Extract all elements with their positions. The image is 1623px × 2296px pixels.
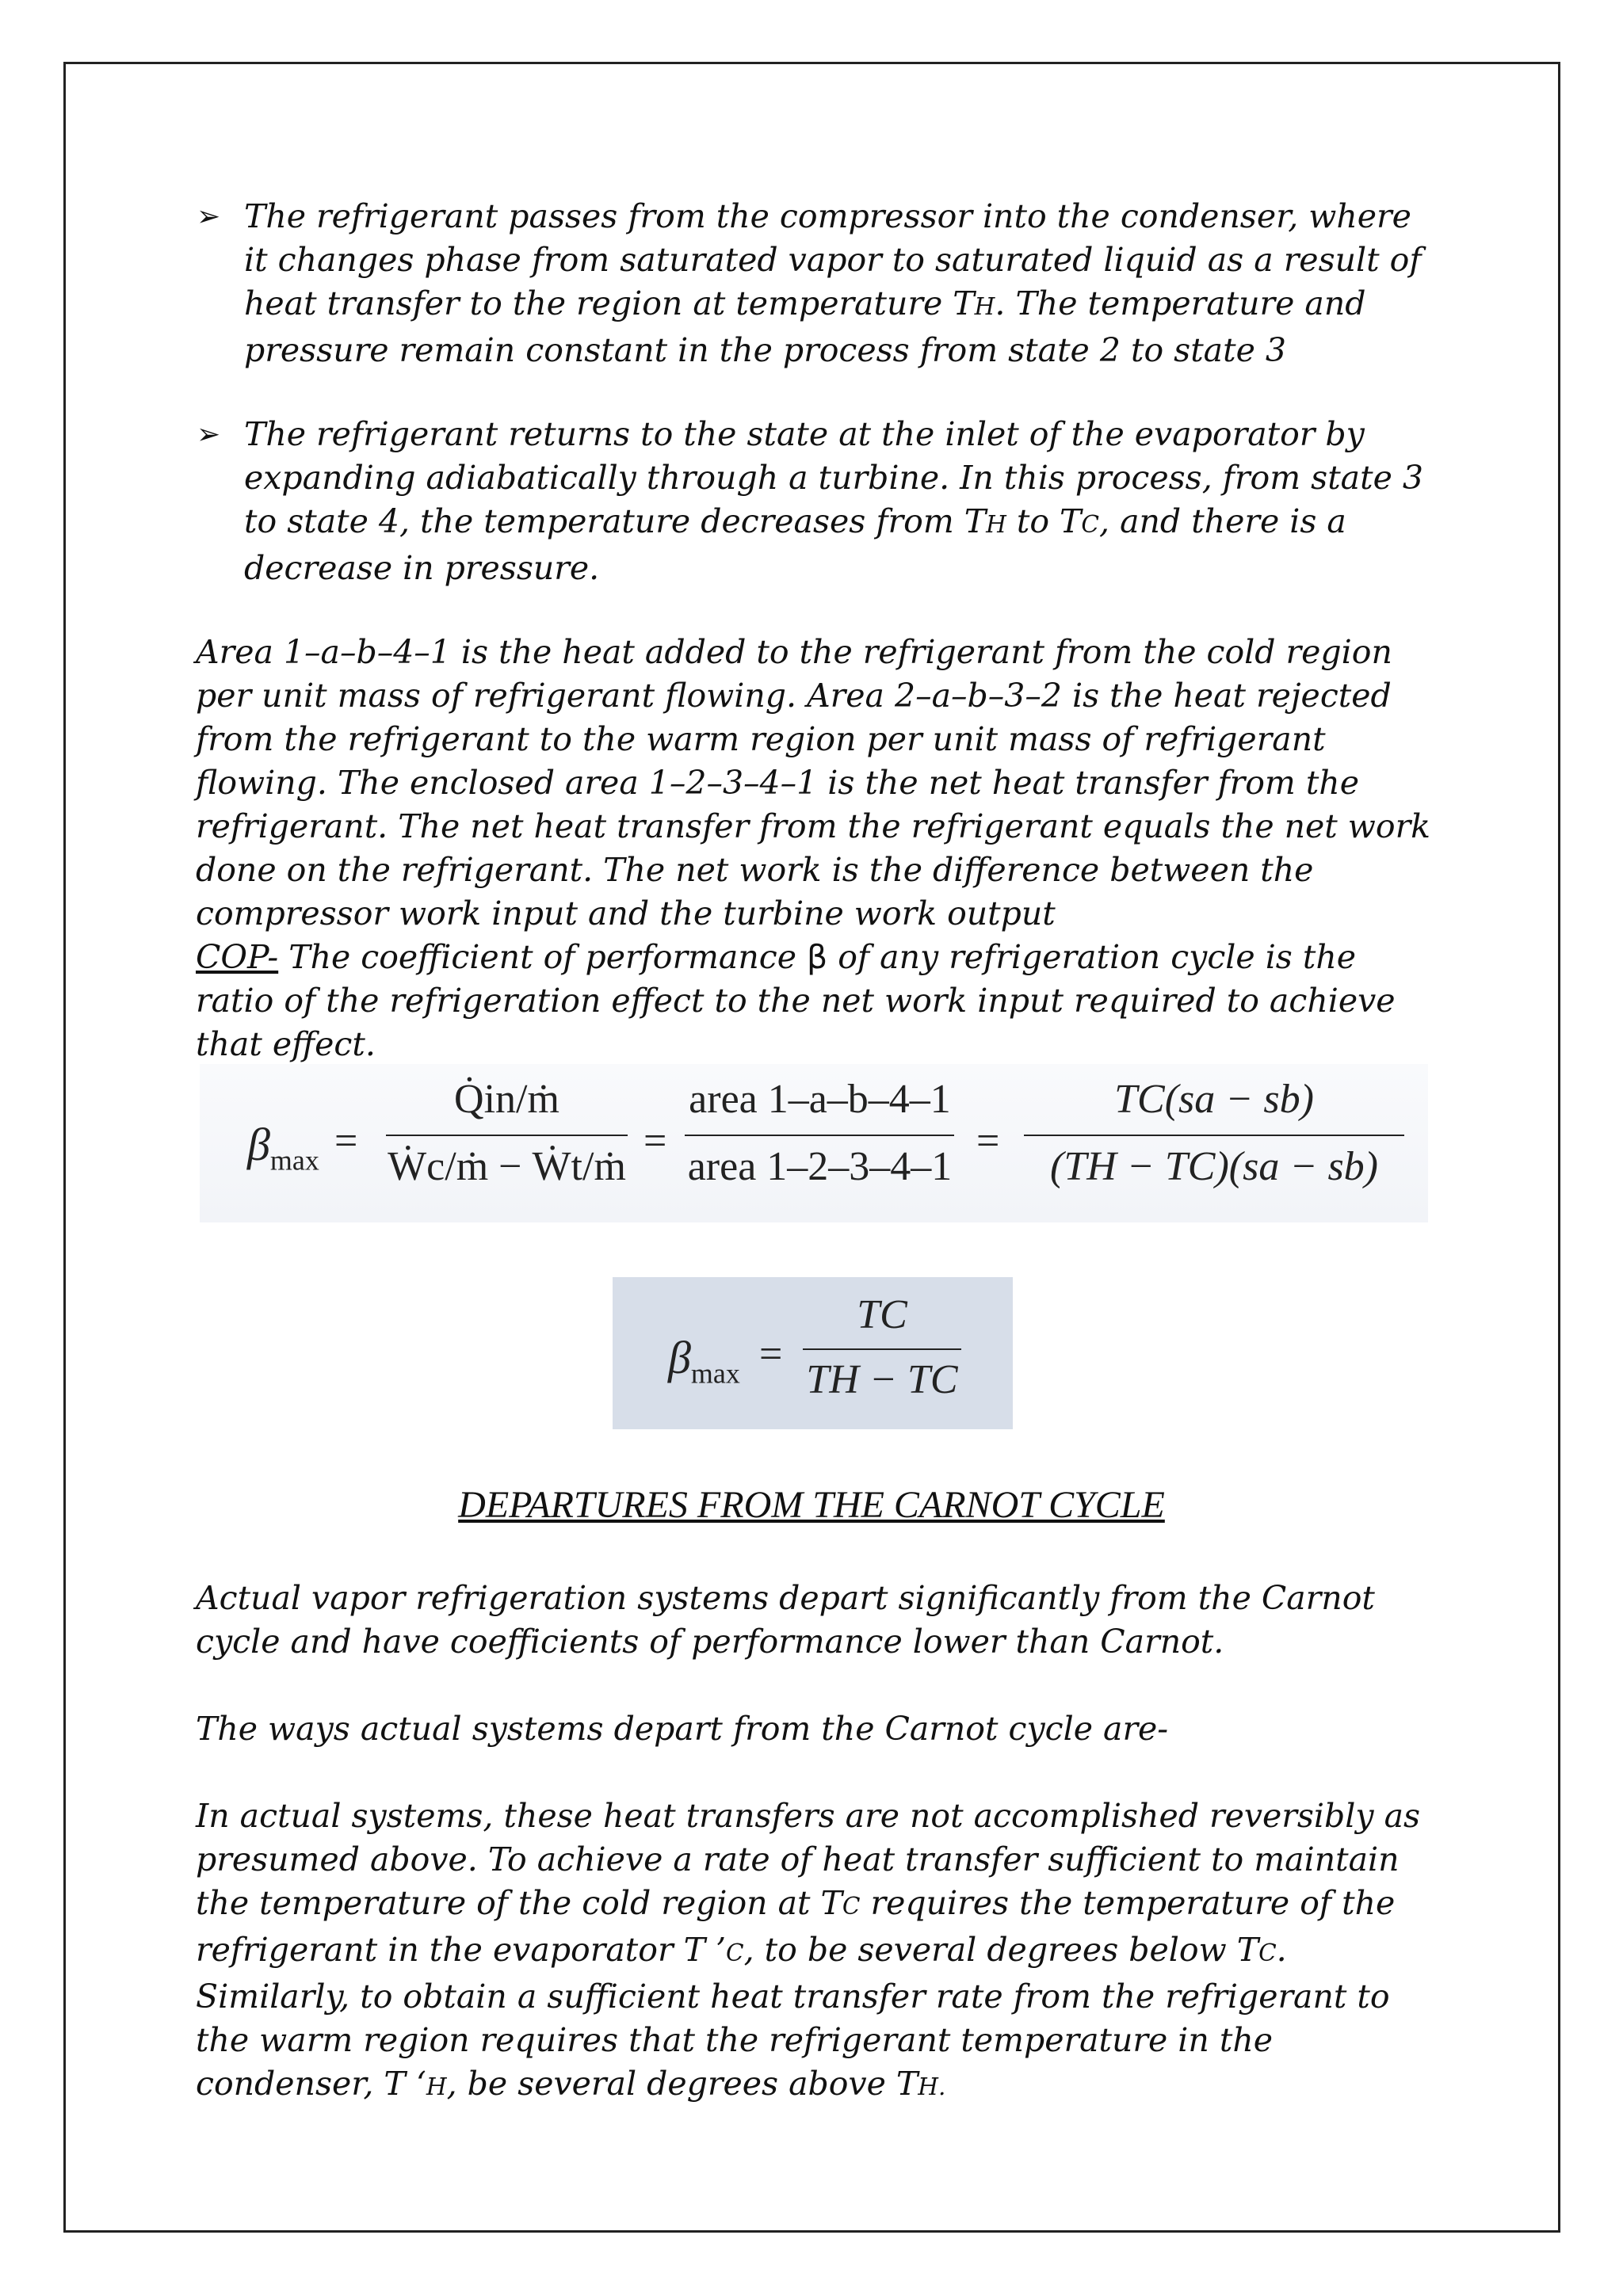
eq1-equals-2: = xyxy=(643,1119,667,1164)
ways-paragraph: The ways actual systems depart from the Carnot cycle are- xyxy=(196,1710,1169,1748)
fraction-bar xyxy=(685,1135,954,1136)
fraction-bar xyxy=(1024,1135,1404,1136)
arrow-bullet-icon: ➢ xyxy=(197,200,221,233)
bullet-text-end: . The temperature and pressure remain constant in the process from state 2 to state 3 xyxy=(244,284,1366,369)
cop-paragraph xyxy=(196,936,1432,1066)
subscript-c: C xyxy=(1081,511,1099,538)
bullet-condenser xyxy=(197,195,1433,372)
eq1-beta: $\beta_{max}$ xyxy=(247,1119,319,1177)
eq1-frac3-denominator: (TH − TC)(sa − sb) xyxy=(1050,1144,1378,1189)
bullet-turbine xyxy=(197,413,1433,590)
cop-label: COP- xyxy=(196,938,279,976)
cop-text-end: of any refrigeration cycle is the ratio of the refrigeration effect to the net work input required to achieve that effect. xyxy=(196,938,1396,1063)
eq1-frac3-numerator: TC(sa − sb) xyxy=(1114,1077,1314,1122)
bullet-text: The refrigerant passes from the compressor into the condenser, where it changes phase from saturated vapor to saturated liquid as a result of heat transfer to the region at temperature T xyxy=(244,197,1422,322)
arrow-bullet-icon: ➢ xyxy=(197,418,221,451)
eq2-equals: = xyxy=(759,1332,783,1377)
eq1-equals-1: = xyxy=(334,1119,358,1164)
eq2-numerator: TC xyxy=(857,1292,907,1337)
eq1-frac1-numerator: Q̇in/ṁ xyxy=(454,1077,559,1122)
bullet-text-end: , and there is a decrease in pressure. xyxy=(244,502,1346,587)
eq2-beta: $\beta_{max}$ xyxy=(668,1332,740,1390)
equation-beta-max-expanded xyxy=(200,1064,1428,1222)
subscript-h: H xyxy=(986,511,1006,538)
heat-transfer-paragraph: In actual systems, these heat transfers are not accomplished reversibly as presumed above. To achieve a rate of heat transfer sufficient to maintain the temperature of the cold region at TC requires the temperature of the refrigerant in the evaporator T ’C, to be several degrees below TC. Similarly, to obtain a sufficient heat transfer rate from the refrigerant to the warm region requires that the refrigerant temperature in the condenser, T ‘H, be several degrees above TH. xyxy=(196,1797,1421,2103)
equation-beta-max-carnot xyxy=(613,1277,1013,1429)
eq2-denominator: TH − TC xyxy=(806,1357,958,1402)
actual-systems-paragraph: Actual vapor refrigeration systems depart significantly from the Carnot cycle and have coefficients of performance lower than Carnot. xyxy=(196,1579,1375,1661)
eq1-frac1-denominator: Ẇc/ṁ − Ẇt/ṁ xyxy=(388,1144,626,1189)
bullet-text-mid: to T xyxy=(1006,502,1082,540)
cop-text: The coefficient of performance xyxy=(278,938,808,976)
fraction-bar xyxy=(386,1135,628,1136)
eq1-frac2-numerator: area 1–a–b–4–1 xyxy=(689,1077,951,1122)
fraction-bar xyxy=(803,1348,961,1350)
bullet-text: The refrigerant returns to the state at the inlet of the evaporator by expanding adiabatically through a turbine. In this process, from state 3 to state 4, the temperature decreases from T xyxy=(244,415,1423,540)
eq1-frac2-denominator: area 1–2–3–4–1 xyxy=(687,1144,953,1189)
beta-symbol: β xyxy=(807,938,828,976)
eq1-equals-3: = xyxy=(976,1119,1000,1164)
section-heading: DEPARTURES FROM THE CARNOT CYCLE xyxy=(458,1484,1165,1526)
area-paragraph: Area 1–a–b–4–1 is the heat added to the refrigerant from the cold region per unit mass of refrigerant flowing. Area 2–a–b–3–2 is the heat rejected from the refrigerant to the warm region per unit mass of refrigerant flowing. The enclosed area 1–2–3–4–1 is the net heat transfer from the refrigerant. The net heat transfer from the refrigerant equals the net work done on the refrigerant. The net work is the difference between the compressor work input and the turbine work output xyxy=(196,633,1431,933)
subscript-h: H xyxy=(974,293,995,320)
